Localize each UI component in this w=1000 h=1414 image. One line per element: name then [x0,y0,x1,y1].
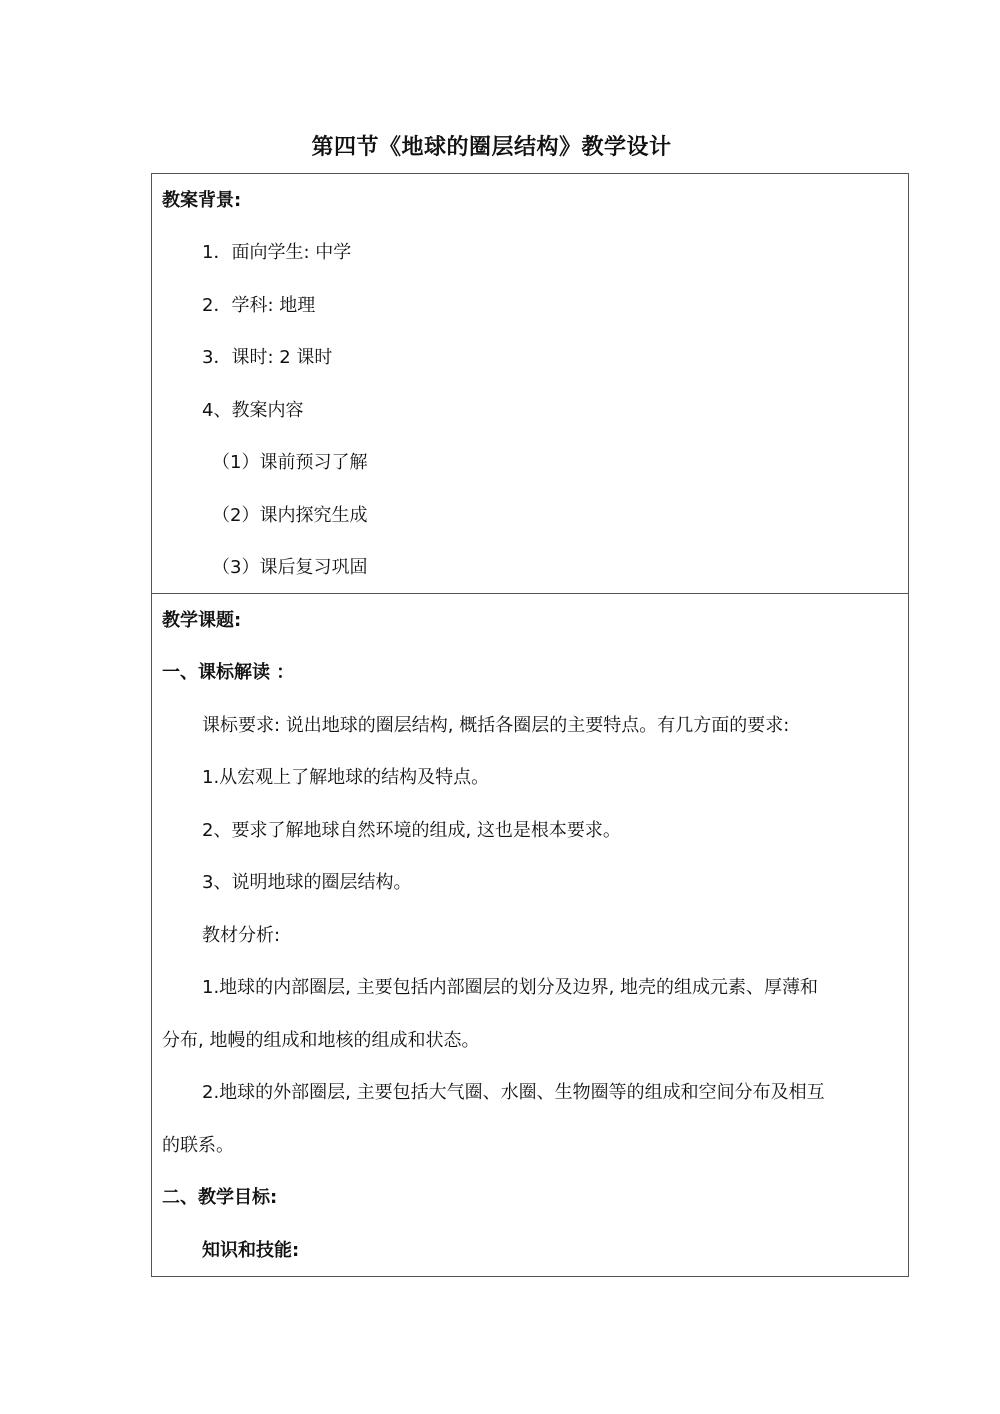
paragraph: 2.地球的外部圈层, 主要包括大气圈、水圈、生物圈等的组成和空间分布及相互 [202,1082,825,1103]
section-heading: 二、教学目标: [162,1187,278,1208]
background-subitem: （3）课后复习巩固 [212,557,368,578]
background-item: 4、教案内容 [202,400,304,421]
list-item: 1.从宏观上了解地球的结构及特点。 [202,767,490,788]
paragraph-label: 教材分析: [202,925,281,946]
paragraph: 1.地球的内部圈层, 主要包括内部圈层的划分及边界, 地壳的组成元素、厚薄和 [202,977,819,998]
background-cell [152,174,908,594]
list-item: 3、说明地球的圈层结构。 [202,872,412,893]
paragraph: 分布, 地幔的组成和地核的组成和状态。 [162,1030,480,1051]
lesson-heading: 教学课题: [162,610,242,631]
document-title: 第四节《地球的圈层结构》教学设计 [311,135,672,160]
lesson-cell [152,594,908,1276]
background-subitem: （1）课前预习了解 [212,452,368,473]
paragraph: 的联系。 [162,1135,234,1156]
paragraph: 课标要求: 说出地球的圈层结构, 概括各圈层的主要特点。有几方面的要求: [202,715,790,736]
subsection-heading: 知识和技能: [202,1240,300,1261]
section-heading: 一、课标解读 ： [162,662,295,683]
lesson-plan-table [151,173,909,1277]
background-item: 3．课时: 2 课时 [202,347,333,368]
background-item: 1．面向学生: 中学 [202,242,352,263]
background-heading: 教案背景: [162,190,242,211]
background-subitem: （2）课内探究生成 [212,505,368,526]
list-item: 2、要求了解地球自然环境的组成, 这也是根本要求。 [202,820,621,841]
background-item: 2．学科: 地理 [202,295,316,316]
